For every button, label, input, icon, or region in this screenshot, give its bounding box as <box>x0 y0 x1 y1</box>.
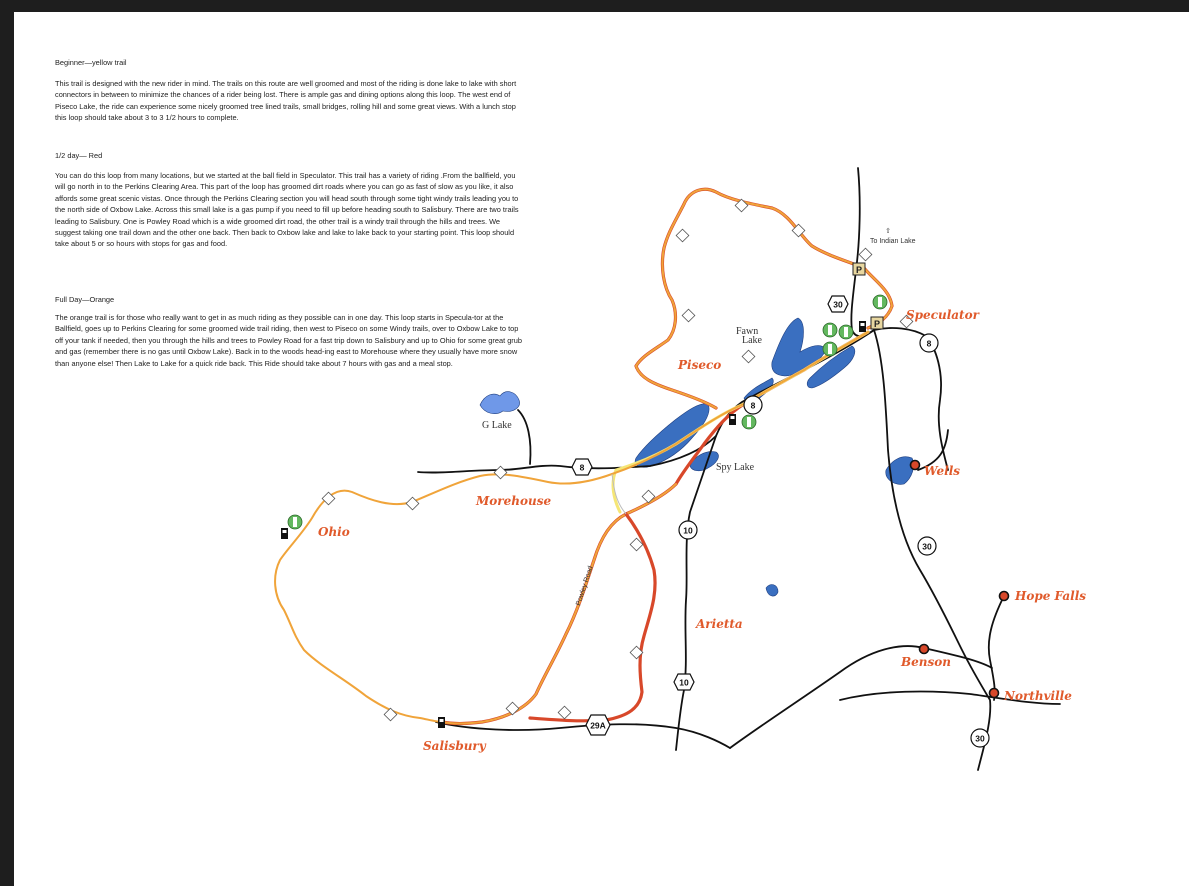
route-8-shield <box>572 459 592 475</box>
svg-text:10: 10 <box>679 677 689 688</box>
restaurant-icon <box>823 323 837 337</box>
northville-label: Northville <box>1004 689 1072 703</box>
north-arrow-icon: ⇧ <box>885 228 891 235</box>
fawn-lake-label-1: Fawn <box>736 326 759 337</box>
gas-pump-icon <box>859 321 866 332</box>
to-indian-lake-label: To Indian Lake <box>870 238 916 245</box>
half-day-description: You can do this loop from many locations, but we started at the ball field in Speculator. This trail has a variety of riding .From the ballfield, you will go north in to the Perkins Clearing Area. This part of the loop has groomed dirt roads where you can go as fast of slow as you like, it also affords some great scenic vistas. Once through the Perkins Clearing section you will head south through some tight windy trails leading you to the north side of Oxbow Lake. Across this small lake is a gas pump if you need to fill up before heading south to Salisbury. There are two trails leading to Salisbury. One is Powley Road which is a wide groomed dirt road, the other trail is a windy trail through the hills and trees. We suggest taking one trail down and the other one back. Then back to Oxbow lake and lake to lake back to your starting point. This loop should take about 5 or so hours with stops for gas and food. <box>55 171 519 249</box>
trail-junction-icon <box>384 708 397 721</box>
trails <box>275 189 892 723</box>
restaurant-icon <box>742 415 756 429</box>
route-10-shield <box>679 521 697 539</box>
route-8-shield <box>920 334 938 352</box>
benson-label: Benson <box>901 655 951 669</box>
route-8-shield <box>744 396 762 414</box>
trail-map <box>14 12 1189 886</box>
trail-junction-icon <box>676 229 689 242</box>
gas-pump-icon <box>729 414 736 425</box>
svg-text:8: 8 <box>579 462 585 473</box>
trail-junctions <box>322 199 913 721</box>
restaurant-icon <box>839 325 853 339</box>
restaurant-icon <box>823 342 837 356</box>
trail-junction-icon <box>558 706 571 719</box>
morehouse-label: Morehouse <box>476 494 552 508</box>
route-10 <box>676 436 716 750</box>
svg-text:P: P <box>873 319 881 329</box>
wells-label: Wells <box>924 464 961 478</box>
half-day-heading: 1/2 day— Red <box>55 151 103 160</box>
route-30-shield <box>971 729 989 747</box>
g-lake-label: G Lake <box>482 420 512 431</box>
full-day-description: The orange trail is for those who really want to get in as much riding as they possible can in one day. This loop starts in Specula-tor at the Ballfield, goes up to Perkins Clearing for some groomed wide trail riding, then west to Piseco on some Windy trails, over to Oxbow Lake to top off your tank if needed, then you through the hills and trees to Powley Road for a fast trip down to Salisbury and up to Ohio for some great grub and gas (remember there is no gas until Oxbow Lake). Back in to the woods head-ing east to Morehouse where they usually have more snow than anyone else! Then Lake to Lake for a quick ride back. This Ride should take about 7 hours with gas and a meal stop. <box>55 313 522 368</box>
svg-text:30: 30 <box>975 733 985 744</box>
svg-text:29A: 29A <box>590 720 606 731</box>
full-day-heading: Full Day—Orange <box>55 295 115 304</box>
town-marker-icon <box>1000 592 1009 601</box>
svg-text:P: P <box>855 265 863 275</box>
svg-text:30: 30 <box>833 299 843 310</box>
document-page <box>14 12 1189 886</box>
trail-junction-icon <box>859 248 872 261</box>
route-30-shield <box>828 296 848 312</box>
svg-text:10: 10 <box>683 525 693 536</box>
beginner-heading: Beginner—yellow trail <box>55 58 127 67</box>
arietta-label: Arietta <box>696 617 743 631</box>
hope-falls-label: Hope Falls <box>1015 589 1087 603</box>
small-pond <box>766 585 778 597</box>
fawn-lake-label-2: Lake <box>742 335 762 346</box>
parking-icon <box>871 317 883 329</box>
svg-text:8: 8 <box>750 400 756 411</box>
restaurant-icon <box>873 295 887 309</box>
parking-icon <box>853 263 865 275</box>
salisbury-label: Salisbury <box>423 739 486 753</box>
route-8-morehouse-west <box>418 470 500 473</box>
route-29a-shield <box>586 715 610 735</box>
lake-pleasant <box>772 318 826 376</box>
morehouse-ohio-trail <box>275 474 612 722</box>
trail-junction-icon <box>682 309 695 322</box>
lake-to-lake-yellow <box>613 332 868 512</box>
map-labels <box>318 227 1086 753</box>
piseco-label: Piseco <box>678 358 722 372</box>
restaurant-icon <box>288 515 302 529</box>
svg-text:30: 30 <box>922 541 932 552</box>
hope-falls-road <box>989 596 1004 700</box>
beginner-description: This trail is designed with the new rider in mind. The trails on this route are well groomed and most of the riding is done lake to lake with short connectors in between to minimize the chances of a rider being lost. There is ample gas and dining options along this loop. The west end of Piseco Lake, the ride can experience some nicely groomed tree lined trails, small bridges, rolling hill and some great views. With a lunch stop this loop should take about 3 to 3 1/2 hours to complete. <box>55 79 517 123</box>
trail-junction-icon <box>494 466 507 479</box>
town-marker-icon <box>920 645 929 654</box>
speculator-label: Speculator <box>906 308 979 322</box>
route-10-shield <box>674 674 694 690</box>
svg-text:8: 8 <box>926 338 932 349</box>
trail-junction-icon <box>742 350 755 363</box>
town-marker-icon <box>990 689 999 698</box>
route-30-shield <box>918 537 936 555</box>
g-lake <box>480 392 520 414</box>
g-lake-road <box>518 410 531 464</box>
gas-pump-icon <box>438 717 445 728</box>
powley-road-label: Powley Road <box>575 565 595 607</box>
ohio-label: Ohio <box>318 525 350 539</box>
town-marker-icon <box>911 461 920 470</box>
benson-road <box>730 646 992 748</box>
gas-pump-icon <box>281 528 288 539</box>
spy-lake-label: Spy Lake <box>716 462 755 473</box>
